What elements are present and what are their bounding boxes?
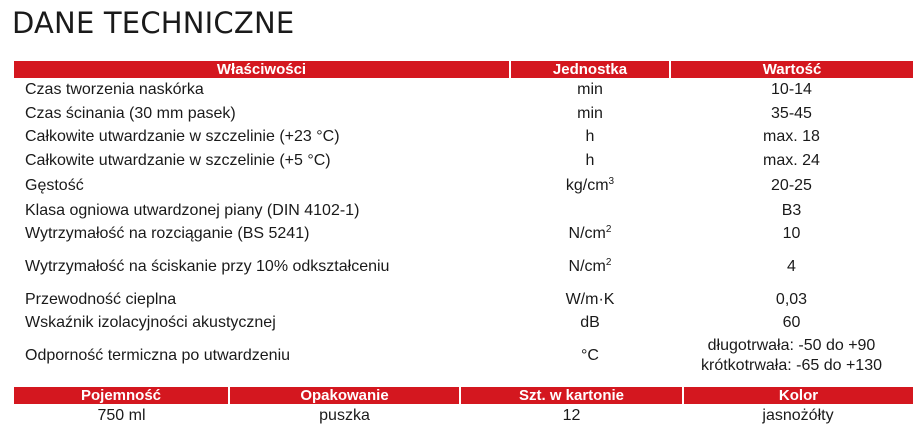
value-cell: B3 [781, 201, 802, 219]
packaging-header-row [14, 387, 913, 404]
value-cell: 0,03 [775, 290, 808, 308]
value-cell: 4 [787, 257, 796, 275]
unit-cell: dB [580, 314, 600, 331]
table-row [14, 222, 913, 246]
table-row [14, 173, 913, 199]
property-cell: Wskaźnik izolacyjności akustycznej [25, 314, 276, 331]
property-cell: Czas ścinania (30 mm pasek) [25, 104, 236, 122]
unit-cell: h [585, 128, 595, 145]
per-carton-cell: 12 [562, 407, 581, 424]
unit-cell: °C [581, 346, 599, 364]
property-cell: Klasa ogniowa utwardzonej piany (DIN 4102-1) [25, 201, 360, 219]
table-row [14, 125, 913, 149]
unit-cell: min [577, 81, 603, 98]
value-cell: max. 24 [763, 152, 820, 169]
value-cell [670, 334, 913, 377]
table-row [14, 78, 913, 102]
header-properties: Właściwości [14, 61, 510, 78]
specs-table [14, 61, 913, 377]
property-cell: Całkowite utwardzanie w szczelinie (+23 °C) [25, 128, 340, 145]
header-per-carton: Szt. w kartonie [460, 387, 683, 404]
value-line-short-term: krótkotrwała: -65 do +130 [701, 356, 882, 374]
color-cell: jasnożółty [762, 407, 834, 424]
table-row [14, 149, 913, 173]
capacity-cell: 750 ml [97, 407, 146, 424]
property-cell: Odporność termiczna po utwardzeniu [25, 346, 291, 364]
property-cell: Przewodność cieplna [25, 290, 177, 308]
value-cell: 60 [782, 314, 801, 331]
value-cell: max. 18 [763, 128, 820, 145]
table-row [14, 404, 913, 428]
table-row [14, 287, 913, 312]
header-unit: Jednostka [510, 61, 670, 78]
header-capacity: Pojemność [14, 387, 229, 404]
unit-cell: W/m·K [565, 290, 615, 308]
specs-header-row [14, 61, 913, 78]
table-row [14, 246, 913, 287]
unit-cell: $N/cm^2$ [568, 224, 612, 242]
unit-cell: $N/cm^2$ [568, 256, 612, 275]
value-cell: 35-45 [771, 104, 812, 122]
table-row [14, 312, 913, 334]
unit-cell: $kg/cm^3$ [565, 176, 615, 194]
unit-cell: min [577, 104, 603, 122]
property-cell: Wytrzymałość na rozciąganie (BS 5241) [25, 225, 310, 242]
property-cell: Czas tworzenia naskórka [25, 81, 204, 98]
property-cell: Całkowite utwardzanie w szczelinie (+5 °C) [25, 152, 331, 169]
value-cell: 10 [782, 225, 801, 242]
header-value: Wartość [670, 61, 913, 78]
table-row [14, 102, 913, 125]
value-cell: 10-14 [771, 81, 812, 98]
unit-cell [510, 199, 670, 222]
package-cell: puszka [319, 407, 370, 424]
table-row [14, 334, 913, 377]
property-cell: Wytrzymałość na ściskanie przy 10% odkształceniu [25, 257, 390, 275]
unit-cell: h [585, 152, 595, 169]
property-cell: Gęstość [25, 177, 84, 194]
header-package: Opakowanie [229, 387, 460, 404]
value-cell: 20-25 [771, 177, 812, 194]
table-row [14, 199, 913, 222]
value-line-long-term: długotrwała: -50 do +90 [707, 336, 876, 354]
header-color: Kolor [683, 387, 913, 404]
packaging-table [14, 387, 913, 428]
page-title: DANE TECHNICZNE [12, 6, 295, 40]
